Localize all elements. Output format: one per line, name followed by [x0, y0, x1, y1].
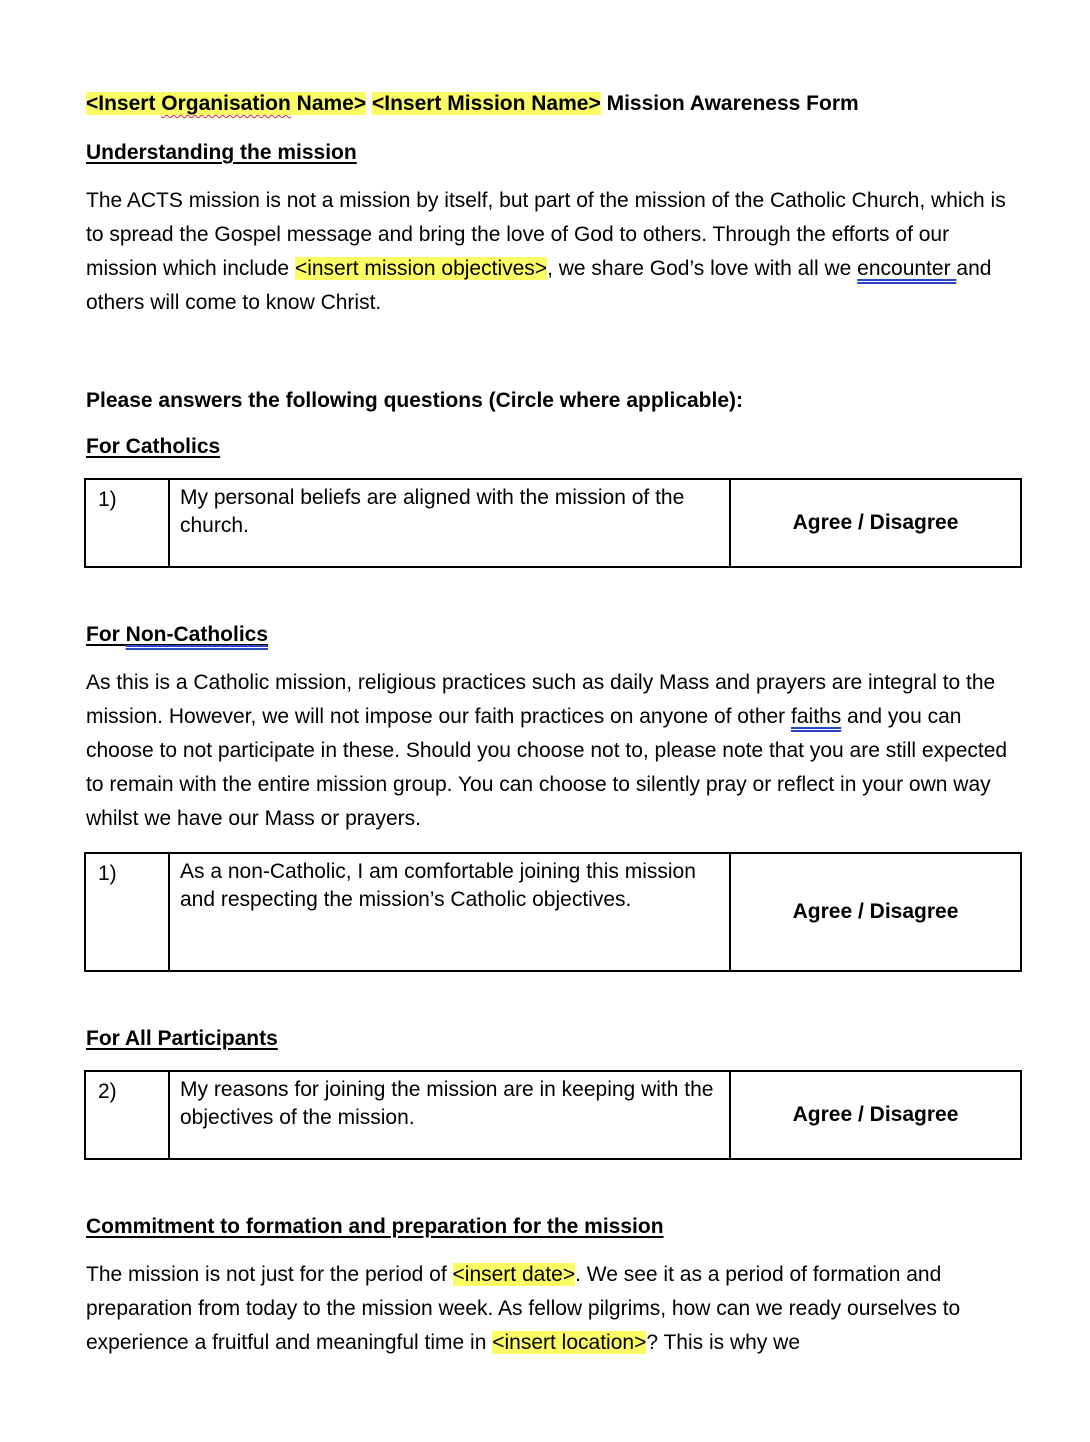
- understanding-text-3: and others will come to know Christ.: [86, 257, 992, 314]
- date-placeholder[interactable]: <insert date>: [452, 1263, 576, 1286]
- catholics-heading: For Catholics: [86, 435, 221, 458]
- question-number: 1): [85, 853, 169, 971]
- commitment-text-1: The mission is not just for the period of: [86, 1263, 453, 1286]
- question-number: 1): [85, 479, 169, 567]
- commitment-text-3: ? This is why we: [646, 1331, 801, 1354]
- mission-objectives-placeholder[interactable]: <insert mission objectives>: [294, 257, 548, 280]
- document-page: [86, 88, 1022, 1360]
- non-catholics-text-2: and you can choose to not participate in these. Should you choose not to, please note that you are still expected to remain with the entire mission group. You can choose to silently pray or reflect in your own way whilst we have our Mass or prayers.: [86, 705, 1008, 830]
- table-row: [85, 1071, 1021, 1159]
- instructions-line: Please answers the following questions (Circle where applicable):: [86, 389, 744, 412]
- table-row: [85, 479, 1021, 567]
- all-participants-question-table: [84, 1070, 1022, 1160]
- non-catholics-paragraph: [86, 666, 1022, 836]
- non-catholics-text-1: As this is a Catholic mission, religious practices such as daily Mass and prayers are integral to the mission. However, we will not impose our faith practices on anyone of other: [86, 671, 996, 728]
- commitment-heading: Commitment to formation and preparation for the mission: [86, 1215, 664, 1238]
- organisation-name-placeholder[interactable]: [86, 92, 366, 115]
- grammar-flagged-word[interactable]: encounter: [857, 257, 957, 280]
- form-title: [86, 88, 1022, 120]
- org-placeholder-start: <Insert: [86, 92, 162, 115]
- non-catholics-question-table: [84, 852, 1022, 972]
- agree-disagree-choice[interactable]: Agree / Disagree: [730, 1071, 1021, 1159]
- grammar-flagged-word-faiths[interactable]: faiths: [791, 705, 842, 728]
- question-text: My personal beliefs are aligned with the mission of the church.: [169, 479, 730, 567]
- commitment-paragraph: [86, 1258, 1022, 1360]
- table-row: [85, 853, 1021, 971]
- all-participants-heading: For All Participants: [86, 1027, 278, 1050]
- catholics-question-table: [84, 478, 1022, 568]
- understanding-text-1: The ACTS mission is not a mission by itself, but part of the mission of the Catholic Church, which is to spread the Gospel message and bring the love of God to others. Through the efforts of our mission which include: [86, 189, 1006, 280]
- location-placeholder[interactable]: <insert location>: [492, 1331, 647, 1354]
- form-title-text: Mission Awareness Form: [606, 92, 859, 115]
- mission-name-placeholder[interactable]: <Insert Mission Name>: [371, 92, 601, 115]
- understanding-text-2: , we share God’s love with all we: [547, 257, 858, 280]
- non-catholics-heading: [86, 620, 1022, 650]
- question-text: My reasons for joining the mission are in keeping with the objectives of the mission.: [169, 1071, 730, 1159]
- understanding-paragraph: [86, 184, 1022, 320]
- agree-disagree-choice[interactable]: Agree / Disagree: [730, 853, 1021, 971]
- spellcheck-word[interactable]: Organisation: [161, 92, 291, 115]
- org-placeholder-end: Name>: [290, 92, 367, 115]
- understanding-heading: Understanding the mission: [86, 141, 357, 164]
- agree-disagree-choice[interactable]: Agree / Disagree: [730, 479, 1021, 567]
- question-text: As a non-Catholic, I am comfortable joining this mission and respecting the mission’s Catholic objectives.: [169, 853, 730, 971]
- non-catholics-heading-prefix: For: [86, 623, 126, 646]
- grammar-flagged-heading-word[interactable]: Non-Catholics: [125, 623, 269, 646]
- commitment-text-2: . We see it as a period of formation and preparation from today to the mission week. As fellow pilgrims, how can we ready ourselves to experience a fruitful and meaningful time in: [86, 1263, 961, 1354]
- question-number: 2): [85, 1071, 169, 1159]
